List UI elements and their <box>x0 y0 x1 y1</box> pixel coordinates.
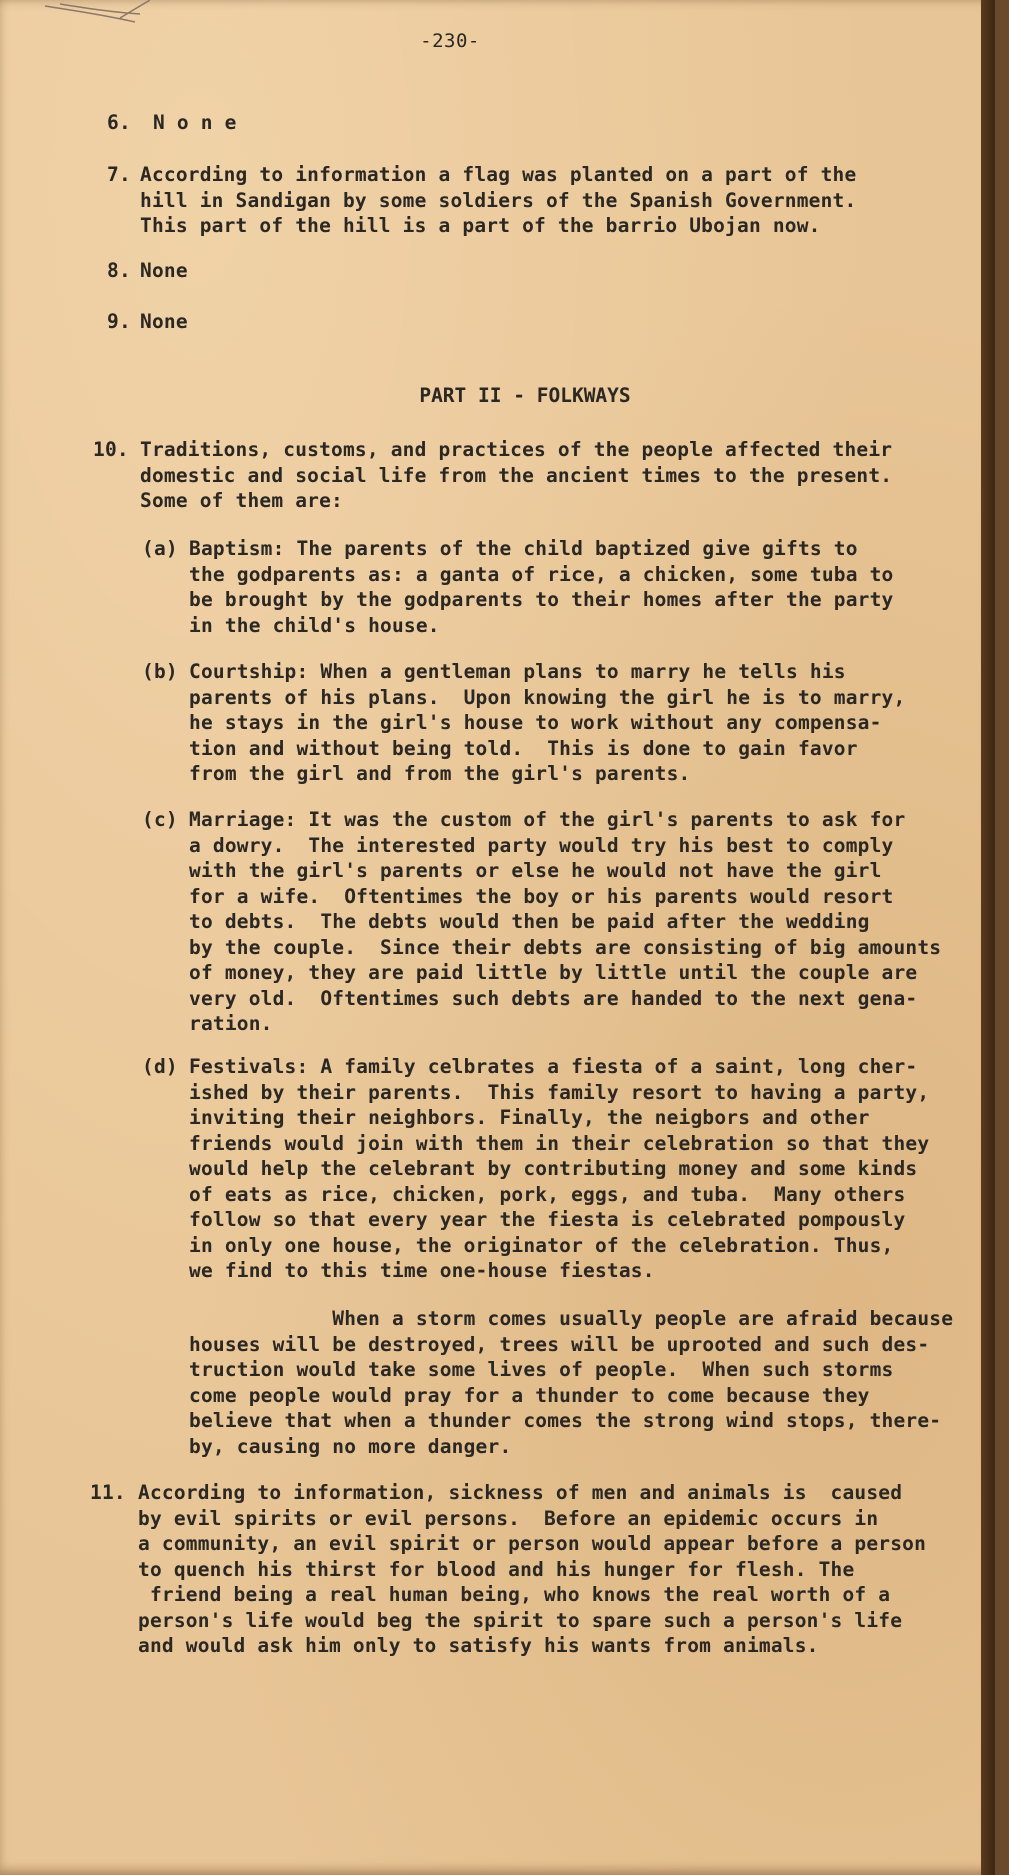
item-11 <box>90 1480 927 1657</box>
item-text: According to information a flag was planted on a part of the hill in Sandigan by some soldiers of the Spanish Government. This part of the hill is a part of the barrio Ubojan now. <box>140 163 857 237</box>
sub-item-text: Festivals: A family celbrates a fiesta of a saint, long cher- ished by their parents. This family resort to having a party, inviting their neighbors. Finally, the neigbors and other friends would join with them in their celebration so that they would help the celebrant by contributing money and some kinds of eats as rice, chicken, pork, eggs, and tuba. Many others follow so that every year the fiesta is celebrated pompously in only one house, the originator of the celebration. Thus, we find to this time one-house fiestas. <box>189 1055 930 1282</box>
item-text: None <box>140 259 188 282</box>
item-number: 6. <box>107 111 131 134</box>
sub-item-c <box>142 807 942 1035</box>
sub-item-text: Courtship: When a gentleman plans to marry he tells his parents of his plans. Upon knowing the girl he is to marry, he stays in the girl's house to work without any compensa- tion and without being told. This is done to gain favor from the girl and from the girl's parents. <box>189 660 906 785</box>
item-text: According to information, sickness of men and animals is caused by evil spirits or evil persons. Before an epidemic occurs in a community, an evil spirit or person would appear before a person to quench his thirst for blood and his hunger for flesh. The friend being a real human being, who knows the real worth of a person's life would beg the spirit to spare such a person's life and would ask him only to satisfy his wants from animals. <box>138 1481 927 1657</box>
storm-paragraph: When a storm comes usually people are afraid because houses will be destroyed, trees will be uprooted and such des- truction would take some lives of people. When such storms come people would pray for a thunder to come because they believe that when a thunder comes the strong wind stops, there- by, causing no more danger. <box>189 1307 954 1458</box>
item-number: 9. <box>107 310 131 333</box>
sub-item-b <box>142 659 906 785</box>
item-number: 7. <box>107 163 131 186</box>
sub-item-d <box>142 1054 930 1282</box>
sub-item-label: (b) <box>142 660 178 683</box>
item-10 <box>93 437 893 539</box>
page-binding-edge <box>981 0 995 1875</box>
item-number: 8. <box>107 259 131 282</box>
sub-item-label: (a) <box>142 537 178 560</box>
part-heading: PART II - FOLKWAYS <box>419 384 631 407</box>
sub-item-label: (d) <box>142 1055 178 1078</box>
sub-item-label: (c) <box>142 808 178 831</box>
item-intro: Traditions, customs, and practices of the people affected their domestic and social life from the ancient times to the present. Some of them are: <box>140 438 893 512</box>
corner-scribble <box>40 0 150 30</box>
page-number: -230- <box>420 30 480 52</box>
item-text: None <box>140 310 188 333</box>
item-number: 11. <box>90 1481 126 1504</box>
sub-item-a <box>142 536 894 638</box>
item-text: N o n e <box>153 111 237 134</box>
sub-item-text: Marriage: It was the custom of the girl's parents to ask for a dowry. The interested party would try his best to comply with the girl's parents or else he would not have the girl for a wife. Oftentimes the boy or his parents would resort to debts. The debts would then be paid after the wedding by the couple. Since their debts are consisting of big amounts of money, they are paid little by little until the couple are very old. Oftentimes such debts are handed to the next gena- ration. <box>189 808 942 1035</box>
item-number: 10. <box>93 438 129 461</box>
item-7 <box>107 162 857 264</box>
sub-item-text: Baptism: The parents of the child baptized give gifts to the godparents as: a ganta of rice, a chicken, some tuba to be brought by the godparents to their homes after the party in the child's house. <box>189 537 894 637</box>
